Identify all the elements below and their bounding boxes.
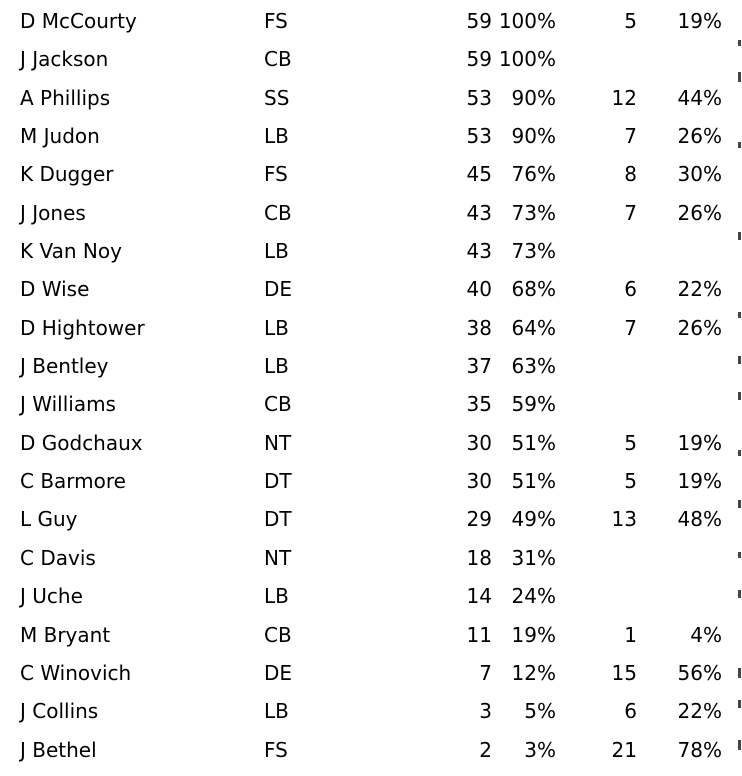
snap-percentage: 73% [511,239,556,264]
player-position: DE [264,660,293,685]
clipped-glyph-fragment [738,40,741,46]
table-row [0,424,742,462]
clipped-glyph-fragment [738,312,741,318]
snap-count: 40 [466,277,492,302]
snap-count: 37 [466,354,492,379]
player-position: DE [264,277,293,302]
table-row [0,385,742,423]
player-position: FS [264,737,288,762]
player-position: NT [264,545,292,570]
special-teams-snap-percentage: 26% [677,124,722,149]
special-teams-snap-count: 12 [611,85,637,110]
special-teams-snap-percentage: 19% [677,9,722,33]
special-teams-snap-count: 1 [624,622,637,647]
table-row [0,731,742,769]
player-name: J Jackson [20,47,109,72]
special-teams-snap-count: 21 [611,737,637,762]
snap-percentage: 76% [511,162,556,187]
snap-percentage: 63% [511,354,556,379]
player-name: J Williams [20,392,116,417]
snap-percentage: 64% [511,315,556,340]
player-position: DT [264,469,292,494]
table-row [0,616,742,654]
player-name: D Godchaux [20,430,143,455]
table-row [0,654,742,692]
clipped-glyph-fragment [738,450,741,456]
player-position: NT [264,430,292,455]
snap-count: 30 [466,469,492,494]
snap-percentage: 100% [498,9,556,33]
player-name: M Bryant [20,622,111,647]
table-row [0,40,742,78]
table-row [0,577,742,615]
snap-count-table [0,2,742,769]
player-name: D Hightower [20,315,145,340]
player-name: K Van Noy [20,239,122,264]
player-position: FS [264,9,288,33]
player-name: C Winovich [20,660,132,685]
snap-count: 43 [466,200,492,225]
clipped-glyph-fragment [738,740,741,750]
player-name: K Dugger [20,162,114,187]
special-teams-snap-count: 6 [624,699,637,724]
snap-count: 18 [466,545,492,570]
snap-percentage: 24% [511,584,556,609]
special-teams-snap-count: 6 [624,277,637,302]
clipped-glyph-fragment [738,72,741,82]
special-teams-snap-percentage: 44% [677,85,722,110]
table-row [0,539,742,577]
snap-count: 53 [466,124,492,149]
table-row [0,79,742,117]
clipped-glyph-fragment [738,500,741,508]
snap-count: 38 [466,315,492,340]
snap-count: 7 [479,660,492,685]
player-position: LB [264,354,289,379]
special-teams-snap-percentage: 19% [677,469,722,494]
player-name: C Barmore [20,469,126,494]
snap-count: 35 [466,392,492,417]
table-row [0,500,742,538]
special-teams-snap-percentage: 56% [677,660,722,685]
table-row [0,309,742,347]
player-position: CB [264,622,292,647]
table-row [0,232,742,270]
special-teams-snap-count: 13 [611,507,637,532]
table-row [0,2,742,40]
player-position: DT [264,507,292,532]
player-name: A Phillips [20,85,111,110]
clipped-glyph-fragment [738,668,741,678]
clipped-glyph-fragment [738,142,741,148]
player-name: D McCourty [20,9,137,33]
snap-count: 2 [479,737,492,762]
clipped-glyph-fragment [738,392,741,400]
snap-percentage: 49% [511,507,556,532]
snap-count: 53 [466,85,492,110]
snap-percentage: 12% [511,660,556,685]
table-row [0,270,742,308]
player-position: CB [264,200,292,225]
snap-percentage: 31% [511,545,556,570]
player-name: M Judon [20,124,100,149]
snap-percentage: 90% [511,124,556,149]
special-teams-snap-count: 5 [624,9,637,33]
adjacent-content-edge [738,0,742,776]
snap-count: 30 [466,430,492,455]
special-teams-snap-percentage: 22% [677,699,722,724]
special-teams-snap-percentage: 26% [677,200,722,225]
special-teams-snap-count: 7 [624,315,637,340]
snap-count: 11 [466,622,492,647]
snap-percentage: 19% [511,622,556,647]
snap-count: 45 [466,162,492,187]
snap-count: 3 [479,699,492,724]
snap-percentage: 100% [498,47,556,72]
snap-percentage: 51% [511,430,556,455]
special-teams-snap-count: 15 [611,660,637,685]
special-teams-snap-percentage: 30% [677,162,722,187]
snap-count: 14 [466,584,492,609]
special-teams-snap-percentage: 78% [677,737,722,762]
special-teams-snap-count: 7 [624,124,637,149]
clipped-glyph-fragment [738,356,741,364]
table-row [0,194,742,232]
snap-count: 59 [466,47,492,72]
clipped-glyph-fragment [738,590,741,598]
snap-percentage: 68% [511,277,556,302]
player-name: J Uche [20,584,83,609]
player-position: LB [264,699,289,724]
player-name: C Davis [20,545,96,570]
player-position: CB [264,392,292,417]
player-position: CB [264,47,292,72]
table-row [0,692,742,730]
special-teams-snap-count: 7 [624,200,637,225]
snap-count: 59 [466,9,492,33]
player-position: LB [264,584,289,609]
snap-count: 29 [466,507,492,532]
player-position: LB [264,239,289,264]
snap-percentage: 73% [511,200,556,225]
special-teams-snap-count: 5 [624,469,637,494]
special-teams-snap-percentage: 26% [677,315,722,340]
special-teams-snap-percentage: 22% [677,277,722,302]
snap-percentage: 51% [511,469,556,494]
clipped-glyph-fragment [738,552,741,558]
player-name: D Wise [20,277,90,302]
special-teams-snap-percentage: 4% [690,622,722,647]
special-teams-snap-percentage: 19% [677,430,722,455]
player-name: J Collins [20,699,99,724]
table-row [0,462,742,500]
special-teams-snap-percentage: 48% [677,507,722,532]
snap-percentage: 59% [511,392,556,417]
clipped-glyph-fragment [738,700,741,708]
player-name: L Guy [20,507,78,532]
special-teams-snap-count: 5 [624,430,637,455]
special-teams-snap-count: 8 [624,162,637,187]
player-name: J Jones [20,200,86,225]
table-row [0,155,742,193]
player-position: LB [264,124,289,149]
snap-percentage: 90% [511,85,556,110]
table-row [0,117,742,155]
player-name: J Bethel [20,737,97,762]
player-position: SS [264,85,290,110]
clipped-glyph-fragment [738,232,741,240]
player-name: J Bentley [20,354,109,379]
snap-percentage: 3% [524,737,556,762]
player-position: FS [264,162,288,187]
table-row [0,347,742,385]
snap-count: 43 [466,239,492,264]
player-position: LB [264,315,289,340]
snap-percentage: 5% [524,699,556,724]
